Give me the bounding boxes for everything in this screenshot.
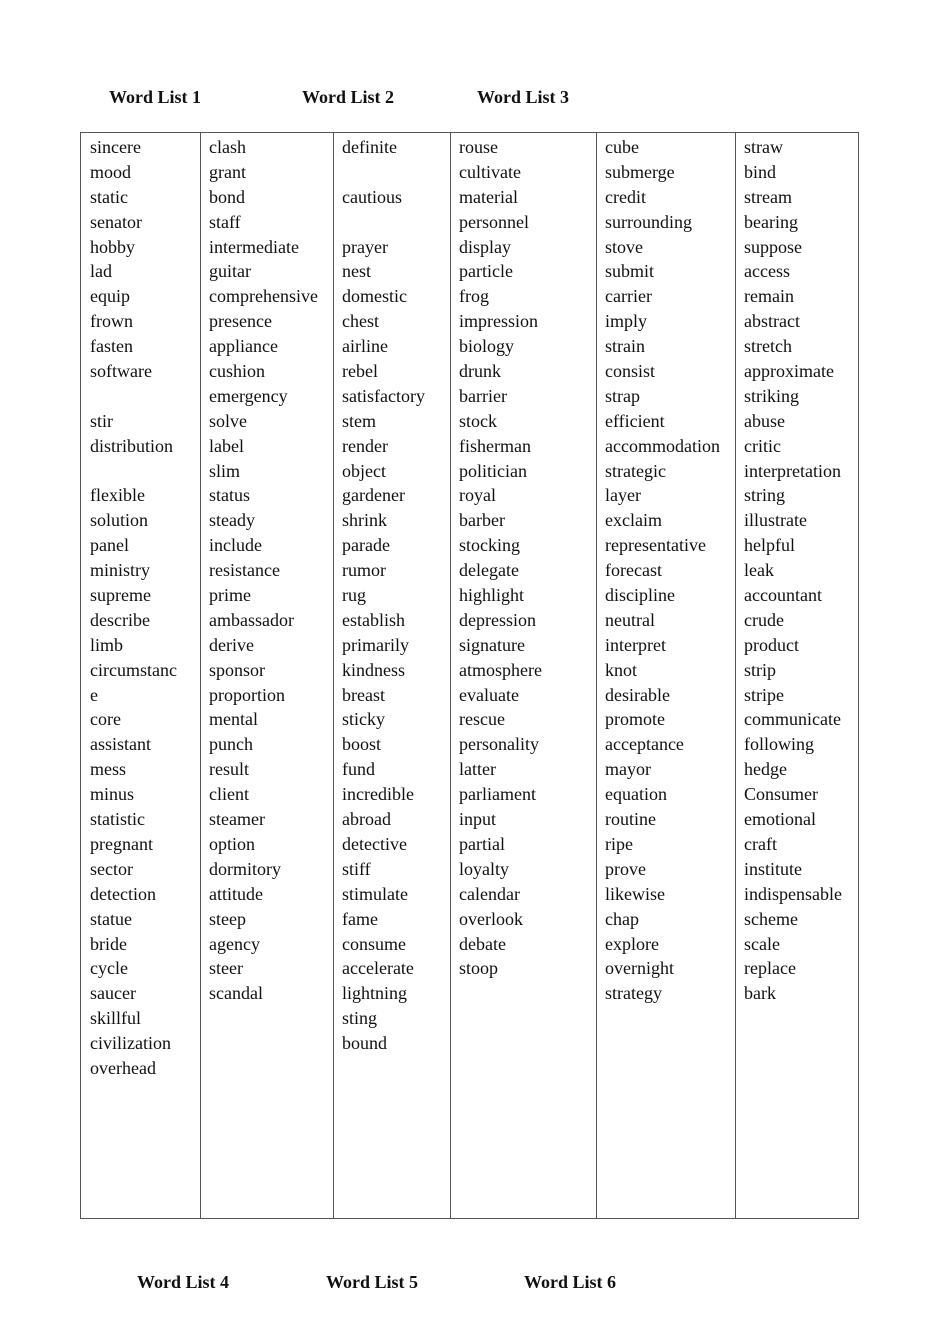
word-cell: mess: [90, 759, 126, 780]
word-list-6-heading: Word List 6: [524, 1272, 617, 1292]
word-cell: scheme: [744, 908, 798, 929]
word-cell: delegate: [459, 560, 519, 581]
word-cell: mood: [90, 161, 132, 182]
word-cell: loyalty: [459, 858, 509, 879]
word-cell: static: [90, 186, 128, 207]
word-cell: scandal: [209, 983, 263, 1004]
word-cell: limb: [90, 634, 124, 655]
word-cell: access: [744, 261, 790, 282]
word-cell: efficient: [605, 410, 665, 431]
word-cell: communicate: [744, 709, 841, 730]
word-cell: prime: [209, 585, 251, 606]
word-cell: rug: [342, 585, 366, 606]
word-cell: lightning: [342, 983, 408, 1004]
word-cell: consist: [605, 361, 656, 382]
word-cell: senator: [90, 211, 142, 232]
word-cell: accelerate: [342, 958, 414, 979]
word-cell: discipline: [605, 585, 675, 606]
word-cell: bound: [342, 1033, 387, 1054]
word-cell: rouse: [459, 137, 498, 157]
word-cell: stocking: [459, 535, 520, 556]
word-cell: object: [342, 460, 386, 481]
word-cell: abroad: [342, 809, 391, 830]
word-cell: suppose: [744, 236, 802, 257]
word-cell: circumstanc: [90, 659, 177, 680]
word-cell: skillful: [90, 1008, 142, 1029]
word-cell: politician: [459, 460, 527, 481]
word-cell: helpful: [744, 535, 795, 556]
word-cell: accountant: [744, 585, 822, 606]
word-column-1: [81, 133, 200, 1218]
word-cell: scale: [744, 933, 780, 954]
word-cell: particle: [459, 261, 513, 282]
word-cell: [342, 160, 450, 185]
word-cell: overnight: [605, 958, 674, 979]
word-cell: label: [209, 435, 244, 456]
word-cell: stoop: [459, 958, 499, 979]
word-cell: prayer: [342, 236, 388, 257]
word-cell: client: [209, 784, 249, 805]
word-cell: evaluate: [459, 684, 519, 705]
word-cell: panel: [90, 535, 129, 556]
word-cell: parliament: [459, 784, 536, 805]
word-cell: cube: [605, 137, 639, 157]
word-cell: ambassador: [209, 609, 294, 630]
word-cell: credit: [605, 186, 646, 207]
word-list-4-heading: Word List 4: [137, 1272, 230, 1292]
word-cell: stove: [605, 236, 643, 257]
word-cell: include: [209, 535, 262, 556]
word-cell: result: [209, 759, 249, 780]
word-cell: render: [342, 435, 388, 456]
word-cell: straw: [744, 137, 783, 157]
word-cell: punch: [209, 734, 253, 755]
word-cell: atmosphere: [459, 659, 542, 680]
word-cell: strategic: [605, 460, 666, 481]
word-cell: personnel: [459, 211, 529, 232]
word-cell: consume: [342, 933, 406, 954]
word-cell: e: [90, 684, 98, 705]
word-cell: steady: [209, 510, 255, 531]
word-cell: rescue: [459, 709, 505, 730]
word-cell: definite: [342, 137, 397, 157]
word-cell: barrier: [459, 385, 507, 406]
word-cell: stock: [459, 410, 497, 431]
word-cell: remain: [744, 286, 794, 307]
word-cell: primarily: [342, 634, 409, 655]
word-cell: critic: [744, 435, 781, 456]
word-cell: striking: [744, 385, 800, 406]
word-column-2: [200, 133, 333, 1218]
word-cell: rebel: [342, 361, 378, 382]
word-cell: comprehensive: [209, 286, 318, 307]
word-cell: material: [459, 186, 518, 207]
word-cell: stripe: [744, 684, 784, 705]
word-cell: steamer: [209, 809, 265, 830]
word-cell: strip: [744, 659, 777, 680]
word-cell: calendar: [459, 883, 520, 904]
word-cell: distribution: [90, 435, 174, 456]
word-cell: incredible: [342, 784, 414, 805]
word-cell: submit: [605, 261, 655, 282]
word-cell: sting: [342, 1008, 378, 1029]
word-cell: flexible: [90, 485, 145, 506]
word-cell: approximate: [744, 361, 834, 382]
word-cell: prove: [605, 858, 646, 879]
word-list-5-heading: Word List 5: [326, 1272, 419, 1292]
word-cell: strap: [605, 385, 640, 406]
word-cell: describe: [90, 609, 150, 630]
word-cell: clash: [209, 137, 246, 157]
word-cell: desirable: [605, 684, 670, 705]
word-cell: appliance: [209, 336, 278, 357]
word-cell: emergency: [209, 385, 288, 406]
word-cell: solution: [90, 510, 149, 531]
word-cell: exclaim: [605, 510, 662, 531]
word-cell: establish: [342, 609, 405, 630]
word-cell: equip: [90, 286, 130, 307]
word-cell: bark: [744, 983, 776, 1004]
word-cell: institute: [744, 858, 802, 879]
word-cell: drunk: [459, 361, 501, 382]
word-cell: shrink: [342, 510, 387, 531]
word-cell: interpretation: [744, 460, 841, 481]
word-table: [80, 132, 859, 1219]
word-cell: gardener: [342, 485, 405, 506]
word-cell: dormitory: [209, 858, 281, 879]
word-cell: derive: [209, 634, 254, 655]
word-cell: sticky: [342, 709, 385, 730]
word-cell: depression: [459, 609, 536, 630]
word-cell: fasten: [90, 336, 133, 357]
word-cell: abuse: [744, 410, 785, 431]
word-cell: barber: [459, 510, 505, 531]
word-list-2-heading: Word List 2: [302, 87, 395, 107]
word-cell: partial: [459, 833, 505, 854]
word-cell: frown: [90, 311, 133, 332]
word-cell: solve: [209, 410, 247, 431]
word-cell: boost: [342, 734, 382, 755]
word-cell: string: [744, 485, 786, 506]
word-list-3-heading: Word List 3: [477, 87, 570, 107]
word-cell: acceptance: [605, 734, 684, 755]
word-cell: lad: [90, 261, 112, 282]
word-cell: supreme: [90, 585, 151, 606]
word-cell: latter: [459, 759, 496, 780]
word-cell: chap: [605, 908, 639, 929]
word-cell: cushion: [209, 361, 265, 382]
word-cell: slim: [209, 460, 241, 481]
word-cell: accommodation: [605, 435, 720, 456]
word-cell: stretch: [744, 336, 792, 357]
word-cell: domestic: [342, 286, 407, 307]
word-list-1-heading: Word List 1: [109, 87, 202, 107]
word-cell: following: [744, 734, 814, 755]
word-cell: cautious: [342, 186, 402, 207]
word-cell: guitar: [209, 261, 251, 282]
word-cell: statue: [90, 908, 132, 929]
word-cell: overlook: [459, 908, 523, 929]
word-cell: detective: [342, 833, 407, 854]
word-cell: input: [459, 809, 497, 830]
word-cell: strain: [605, 336, 645, 357]
word-cell: agency: [209, 933, 260, 954]
word-cell: resistance: [209, 560, 280, 581]
word-cell: promote: [605, 709, 665, 730]
word-cell: highlight: [459, 585, 525, 606]
word-cell: frog: [459, 286, 489, 307]
word-cell: abstract: [744, 311, 800, 332]
word-cell: intermediate: [209, 236, 299, 257]
word-cell: routine: [605, 809, 656, 830]
word-cell: ripe: [605, 833, 633, 854]
word-cell: statistic: [90, 809, 145, 830]
word-cell: cycle: [90, 958, 128, 979]
word-column-5: [596, 133, 735, 1218]
word-cell: stiff: [342, 858, 371, 879]
word-cell: royal: [459, 485, 496, 506]
word-cell: forecast: [605, 560, 662, 581]
word-cell: ministry: [90, 560, 151, 581]
word-cell: stimulate: [342, 883, 408, 904]
word-cell: presence: [209, 311, 272, 332]
word-cell: software: [90, 361, 152, 382]
word-column-4: [450, 133, 596, 1218]
word-cell: sincere: [90, 137, 141, 157]
word-cell: leak: [744, 560, 774, 581]
word-cell: grant: [209, 161, 246, 182]
word-cell: cultivate: [459, 161, 521, 182]
word-cell: carrier: [605, 286, 652, 307]
word-cell: product: [744, 634, 799, 655]
word-cell: mayor: [605, 759, 651, 780]
word-cell: [342, 210, 450, 235]
word-cell: civilization: [90, 1033, 171, 1054]
word-cell: likewise: [605, 883, 665, 904]
word-cell: strategy: [605, 983, 662, 1004]
word-cell: illustrate: [744, 510, 807, 531]
word-cell: status: [209, 485, 251, 506]
word-cell: steer: [209, 958, 243, 979]
word-cell: stir: [90, 410, 114, 431]
word-cell: fund: [342, 759, 375, 780]
word-cell: attitude: [209, 883, 263, 904]
word-cell: fisherman: [459, 435, 531, 456]
word-cell: chest: [342, 311, 379, 332]
word-cell: detection: [90, 883, 156, 904]
word-cell: submerge: [605, 161, 675, 182]
word-cell: equation: [605, 784, 667, 805]
word-cell: [90, 384, 200, 409]
word-cell: knot: [605, 659, 638, 680]
word-column-3: [333, 133, 450, 1218]
word-cell: hobby: [90, 236, 135, 257]
word-cell: saucer: [90, 983, 136, 1004]
word-cell: display: [459, 236, 511, 257]
word-cell: sponsor: [209, 659, 266, 680]
word-cell: rumor: [342, 560, 386, 581]
word-cell: craft: [744, 833, 777, 854]
word-cell: Consumer: [744, 784, 818, 805]
word-cell: bond: [209, 186, 245, 207]
word-cell: biology: [459, 336, 515, 357]
word-cell: parade: [342, 535, 390, 556]
word-cell: option: [209, 833, 256, 854]
word-cell: hedge: [744, 759, 787, 780]
word-cell: explore: [605, 933, 659, 954]
word-cell: layer: [605, 485, 641, 506]
word-cell: surrounding: [605, 211, 692, 232]
word-cell: nest: [342, 261, 371, 282]
word-cell: signature: [459, 634, 525, 655]
word-cell: sector: [90, 858, 133, 879]
word-cell: impression: [459, 311, 538, 332]
word-cell: neutral: [605, 609, 655, 630]
word-cell: stream: [744, 186, 792, 207]
word-cell: overhead: [90, 1057, 156, 1078]
word-cell: bind: [744, 161, 777, 182]
word-cell: interpret: [605, 634, 666, 655]
word-column-6: [735, 133, 858, 1218]
word-cell: airline: [342, 336, 388, 357]
word-cell: bearing: [744, 211, 798, 232]
word-cell: debate: [459, 933, 506, 954]
word-cell: crude: [744, 609, 784, 630]
word-cell: kindness: [342, 659, 405, 680]
word-cell: core: [90, 709, 121, 730]
word-cell: representative: [605, 535, 706, 556]
word-cell: replace: [744, 958, 796, 979]
word-cell: emotional: [744, 809, 816, 830]
word-cell: indispensable: [744, 883, 842, 904]
word-cell: imply: [605, 311, 648, 332]
word-cell: assistant: [90, 734, 151, 755]
word-cell: pregnant: [90, 833, 153, 854]
word-cell: fame: [342, 908, 378, 929]
word-cell: minus: [90, 784, 135, 805]
word-cell: steep: [209, 908, 246, 929]
word-cell: breast: [342, 684, 385, 705]
word-cell: personality: [459, 734, 539, 755]
word-cell: staff: [209, 211, 241, 232]
word-cell: [90, 459, 200, 484]
word-cell: stem: [342, 410, 376, 431]
word-cell: mental: [209, 709, 258, 730]
word-cell: proportion: [209, 684, 285, 705]
word-cell: satisfactory: [342, 385, 425, 406]
word-cell: bride: [90, 933, 127, 954]
